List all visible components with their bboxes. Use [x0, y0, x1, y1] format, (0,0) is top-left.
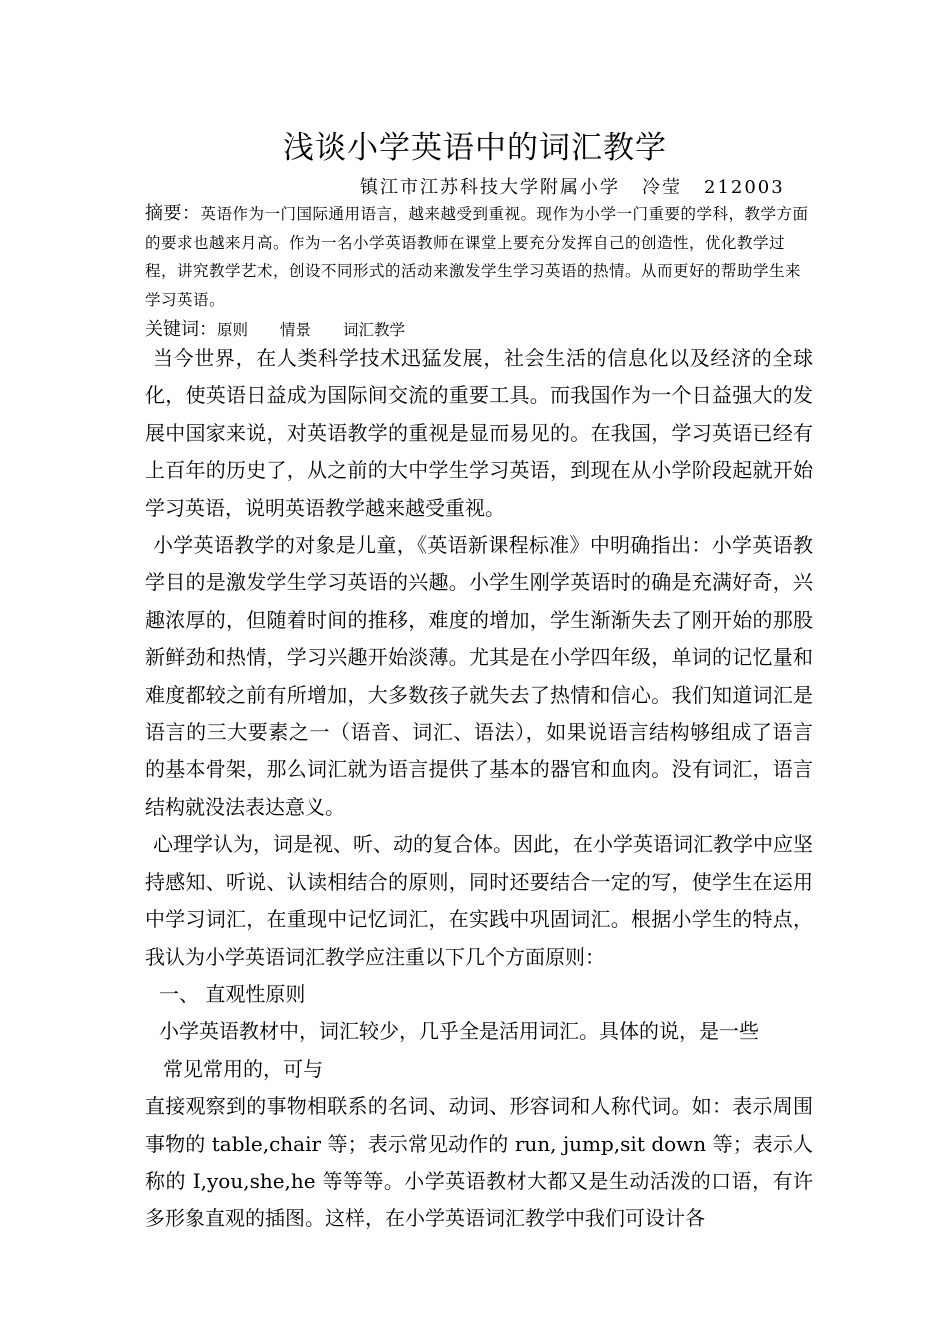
paragraph-fragment: 常见常用的，可与	[163, 1056, 323, 1081]
paragraph: 小学英语教材中，词汇较少，几乎全是活用词汇。具体的说，是一些	[159, 1019, 759, 1044]
author-affiliation: 镇江市江苏科技大学附属小学	[360, 177, 620, 198]
keyword-item: 词汇教学	[343, 321, 406, 339]
paragraph: 当今世界，在人类科学技术迅猛发展，社会生活的信息化以及经济的全球化，使英语日益成为国际间交流的重要工具。而我国作为一个日益强大的发展中国家来说，对英语教学的重视是显而易见的。在我国，学习英语已经有上百年的历史了，从之前的大中学生学习英语，到现在从小学阶段起就开始学习英语，说明英语教学越来越受重视。	[145, 346, 813, 520]
body-text	[145, 340, 813, 1238]
paragraph: 心理学认为，词是视、听、动的复合体。因此，在小学英语词汇教学中应坚持感知、听说、认读相结合的原则，同时还要结合一定的写，使学生在运用中学习词汇，在重现中记忆词汇，在实践中巩固词汇。根据小学生的特点，我认为小学英语词汇教学应注重以下几个方面原则：	[145, 832, 813, 969]
author-name: 冷莹	[642, 177, 682, 198]
abstract	[145, 200, 810, 314]
paragraph: 直接观察到的事物相联系的名词、动词、形容词和人称代词。如：表示周围事物的 table,chair 等；表示常见动作的 run, jump,sit down 等；表示人称的 I,you,she,he 等等等。小学英语教材大都又是生动活泼的口语，有许多形象直观的插图。这样，在小学英语词汇教学中我们可设计各	[145, 1094, 813, 1231]
section-heading: 一、 直观性原则	[159, 981, 306, 1006]
author-line	[360, 176, 880, 200]
abstract-label: 摘要：	[145, 203, 201, 224]
page-title: 浅谈小学英语中的词汇教学	[283, 130, 667, 166]
keyword-item: 情景	[280, 321, 312, 339]
paragraph: 小学英语教学的对象是儿童，《英语新课程标准》中明确指出：小学英语教学目的是激发学生学习英语的兴趣。小学生刚学英语时的确是充满好奇，兴趣浓厚的，但随着时间的推移，难度的增加，学生渐渐失去了刚开始的那股新鲜劲和热情，学习兴趣开始淡薄。尤其是在小学四年级，单词的记忆量和难度都较之前有所增加，大多数孩子就失去了热情和信心。我们知道词汇是语言的三大要素之一（语音、词汇、语法），如果说语言结构够组成了语言的基本骨架，那么词汇就为语言提供了基本的器官和血肉。没有词汇，语言结构就没法表达意义。	[145, 533, 813, 819]
abstract-text: 英语作为一门国际通用语言，越来越受到重视。现作为小学一门重要的学科，教学方面的要求也越来月高。作为一名小学英语教师在课堂上要充分发挥自己的创造性，优化教学过程，讲究教学艺术，创设不同形式的活动来激发学生学习英语的热情。从而更好的帮助学生来学习英语。	[145, 205, 809, 309]
keyword-item: 原则	[217, 321, 249, 339]
keywords-label: 关键词：	[145, 319, 217, 340]
keywords	[145, 318, 810, 342]
author-postcode: 212003	[704, 177, 785, 198]
